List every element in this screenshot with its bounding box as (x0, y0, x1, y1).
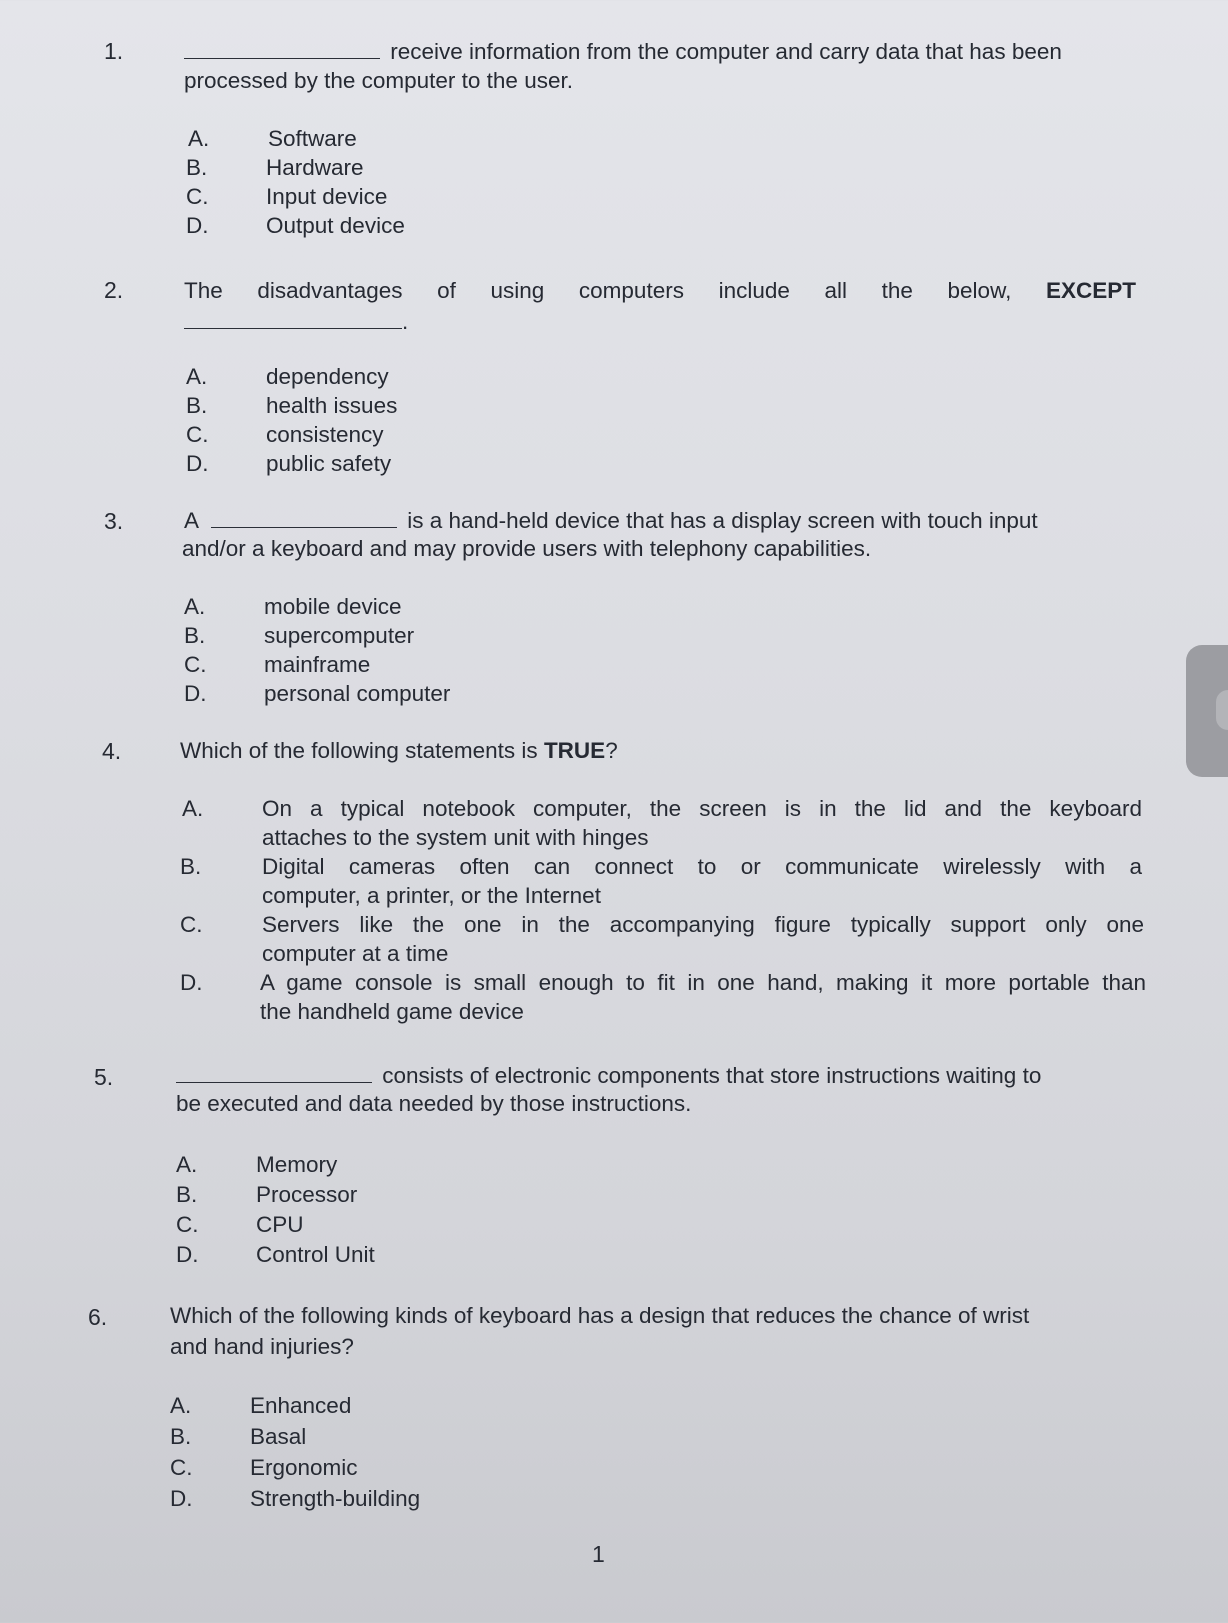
option-c: C. consistency (186, 422, 384, 447)
option-b: B. health issues (186, 393, 398, 418)
option-a: A. mobile device (184, 594, 402, 619)
option-a: A. Enhanced (170, 1393, 352, 1418)
option-c: C. mainframe (184, 652, 371, 677)
question-number: 2. (104, 277, 124, 303)
option-c: C. Ergonomic (170, 1455, 358, 1480)
option-d: D. public safety (186, 451, 392, 476)
option-a: A. On a typical notebook computer, the screen is in the lid and the keyboard attaches to the system unit with hinges (182, 796, 1142, 850)
option-a: A. Software (188, 126, 357, 151)
question-stem: Which of the following kinds of keyboard has a design that reduces the chance of wrist (170, 1303, 1030, 1328)
option-d: D. Control Unit (176, 1242, 375, 1267)
option-d: D. personal computer (184, 681, 451, 706)
question-stem-continued: be executed and data needed by those instructions. (176, 1091, 692, 1116)
option-b: B. supercomputer (184, 623, 415, 648)
question-stem: Which of the following statements is TRUE? (180, 738, 618, 763)
option-a: A. dependency (186, 364, 389, 389)
option-b: B. Digital cameras often can connect to or communicate wirelessly with a computer, a printer, or the Internet (180, 854, 1142, 908)
option-c: C. Servers like the one in the accompanying figure typically support only one computer at a time (180, 912, 1144, 966)
question-number: 5. (94, 1064, 114, 1090)
option-d: D. Output device (186, 213, 405, 238)
option-d: D. Strength-building (170, 1486, 421, 1511)
option-d: D. A game console is small enough to fit in one hand, making it more portable than the handheld game device (180, 970, 1146, 1024)
answer-blank (211, 505, 397, 528)
page-number: 1 (592, 1541, 605, 1567)
question-stem: A is a hand-held device that has a display screen with touch input (184, 505, 1038, 536)
screen-edge-handle-grip (1216, 690, 1228, 730)
question-stem: receive information from the computer and carry data that has been (184, 36, 1062, 67)
question-stem-continued: processed by the computer to the user. (184, 68, 573, 93)
option-b: B. Basal (170, 1424, 307, 1449)
question-number: 1. (104, 38, 124, 64)
question-number: 6. (88, 1304, 108, 1330)
option-b: B. Processor (176, 1182, 358, 1207)
option-a: A. Memory (176, 1152, 338, 1177)
question-stem: The disadvantages of using computers include all the below, EXCEPT (184, 278, 1136, 303)
question-number: 3. (104, 508, 124, 534)
question-stem: consists of electronic components that store instructions waiting to (176, 1060, 1041, 1091)
answer-blank-line: . (184, 306, 408, 337)
emphasis-except: EXCEPT (1045, 278, 1136, 303)
question-stem-continued: and/or a keyboard and may provide users with telephony capabilities. (182, 536, 872, 561)
emphasis-true: TRUE (543, 738, 606, 763)
answer-blank (184, 306, 402, 329)
option-b: B. Hardware (186, 155, 364, 180)
answer-blank (176, 1060, 372, 1083)
option-c: C. Input device (186, 184, 388, 209)
question-stem-continued: and hand injuries? (170, 1334, 354, 1359)
option-c: C. CPU (176, 1212, 304, 1237)
answer-blank (184, 36, 380, 59)
question-number: 4. (102, 738, 122, 764)
